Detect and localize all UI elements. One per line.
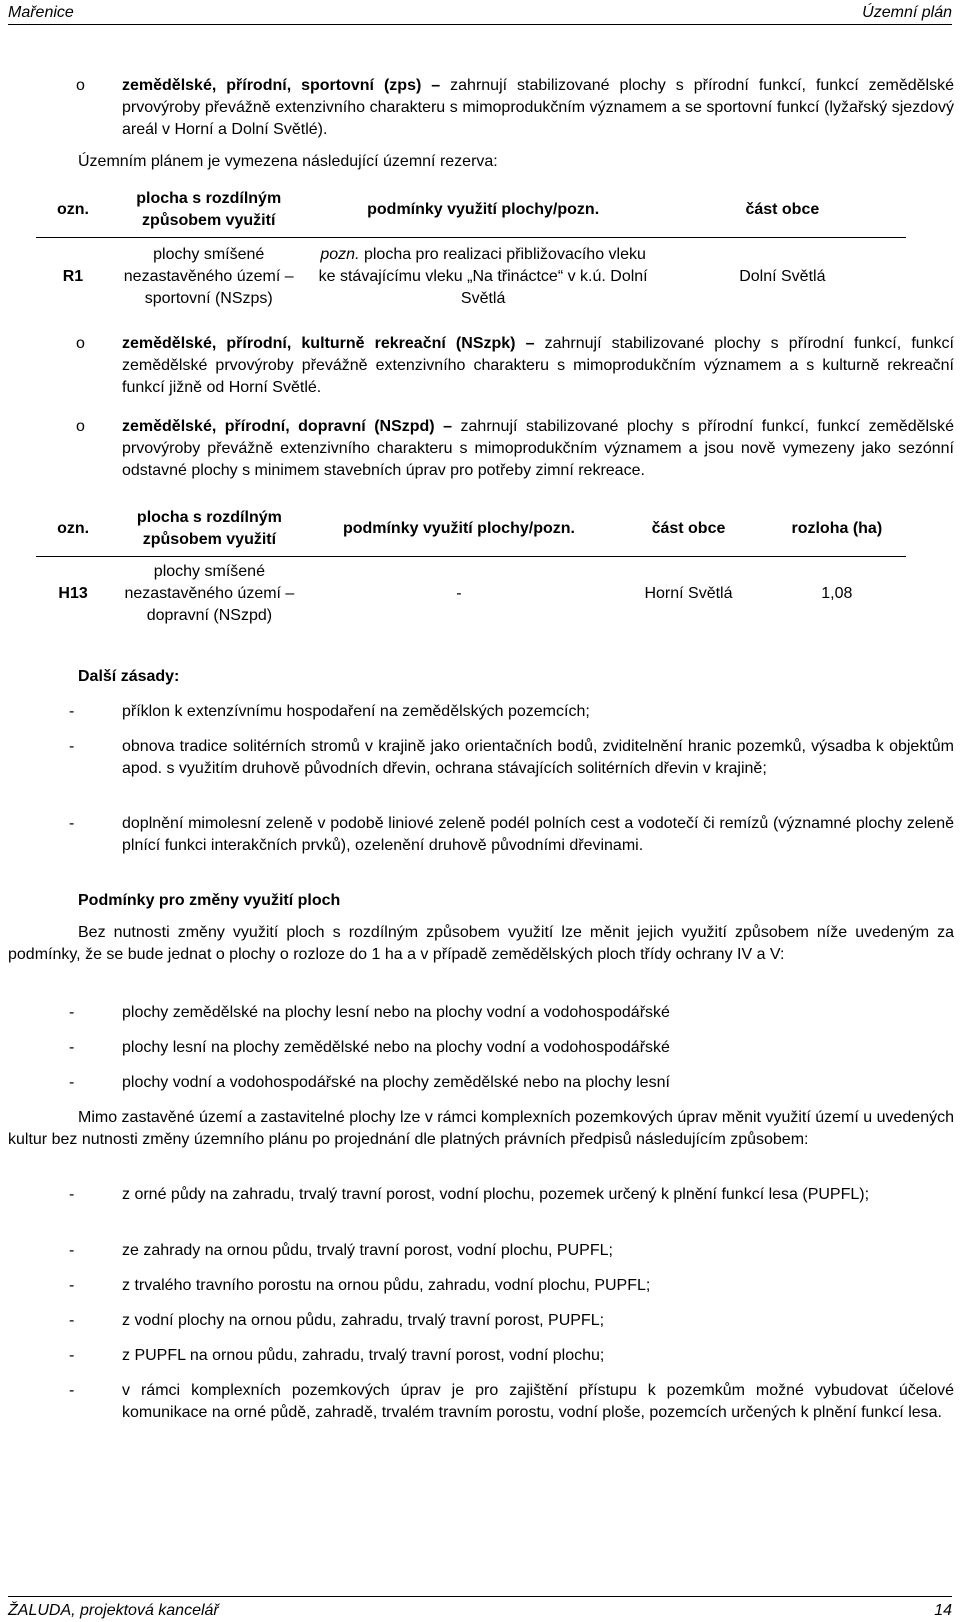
cell-part: Dolní Světlá [739,268,826,286]
footer-company: ŽALUDA, projektová kancelář [8,1602,219,1619]
paragraph-nszpk-bold: zemědělské, přírodní, kulturně rekreační (NSzpk) – [122,335,535,352]
list-item: doplnění mimolesní zeleně v podobě liniové zeleně podél polních cest a vodotečí či remízů (významné plochy zeleně plnící funkci interakčních prvků), ozelenění druhově původními dřevinami. [122,815,954,854]
paragraph-nszpd [122,416,954,482]
dash-marker: - [69,1004,75,1021]
list-item: z trvalého travního porostu na ornou půdu, zahradu, vodní plochu, PUPFL; [122,1277,651,1294]
list-item: příklon k extenzívnímu hospodaření na zemědělských pozemcích; [122,703,590,720]
bullet-marker: o [76,335,85,352]
cell-conditions-text: plocha pro realizaci přibližovacího vleku ke stávajícímu vleku „Na třináctce“ v k.ú. Dolní Světlá [318,246,648,308]
bullet-marker: o [76,77,85,94]
changes-intro: Bez nutnosti změny využití ploch s rozdílným způsobem využití lze měnit jejich využití způsobem níže uvedeným za podmínky, že se bude jednat o plochy o rozloze do 1 ha a v případě zemědělských ploch třídy ochrany IV a V: [8,924,954,963]
list-item: z orné půdy na zahradu, trvalý travní porost, vodní plochu, pozemek určený k plnění funkcí lesa (PUPFL); [122,1186,870,1203]
dash-marker: - [69,703,75,720]
col-header-conditions: podmínky využití plochy/pozn. [367,201,600,219]
header-title-left: Mařenice [8,4,74,21]
list-item: obnova tradice solitérních stromů v krajině jako orientačních bodů, zviditelnění hranic pozemků, výsadba k objektům apod. s využitím druhově původních dřevin, ochrana stávajících solitérních dřevin v krajině; [122,738,954,777]
list-item: z vodní plochy na ornou půdu, zahradu, trvalý travní porost, PUPFL; [122,1312,605,1329]
cell-conditions [308,237,659,317]
cell-area: plochy smíšené nezastavěného území – dopravní (NSzpd) [124,563,295,625]
dash-marker: - [69,1186,75,1203]
dash-marker: - [69,1312,75,1329]
col-header-part: část obce [651,520,726,538]
page-number: 14 [934,1602,952,1619]
cell-code: H13 [58,585,88,603]
col-header-area: plocha s rozdílným způsobem využití [136,509,282,549]
col-header-code: ozn. [56,201,89,219]
col-header-size: rozloha (ha) [791,520,883,538]
col-header-area: plocha s rozdílným způsobem využití [136,190,282,230]
table-row [36,237,906,317]
cell-size: 1,08 [821,585,853,603]
list-item: plochy vodní a vodohospodářské na plochy zemědělské nebo na plochy lesní [122,1074,670,1091]
table-header-row [36,184,906,237]
list-item: ze zahrady na ornou půdu, trvalý travní porost, vodní plochu, PUPFL; [122,1242,613,1259]
page-footer [8,1596,952,1621]
dash-marker: - [69,738,75,755]
col-header-conditions: podmínky využití plochy/pozn. [342,520,575,538]
dash-marker: - [69,1277,75,1294]
paragraph-zps-text: zahrnují stabilizované plochy s přírodní funkcí, funkcí zemědělské prvovýroby převážně extenzivního charakteru s mimoprodukčním významem a se sportovní funkcí (lyžařský sjezdový areál v Horní a Dolní Světlé). [122,77,954,138]
area-table [36,503,906,632]
changes-intro-2: Mimo zastavěné území a zastavitelné plochy lze v rámci komplexních pozemkových úprav měnit využití území u uvedených kultur bez nutnosti změny územního plánu po projednání dle platných právních předpisů následujícím způsobem: [8,1109,954,1148]
col-header-part: část obce [745,201,820,219]
table-row [36,556,906,632]
cell-conditions: - [456,585,462,603]
header-title-right: Územní plán [862,4,952,21]
dash-marker: - [69,1382,75,1399]
cell-code: R1 [62,268,84,286]
paragraph-nszpd-text: zahrnují stabilizované plochy s přírodní funkcí, funkcí zemědělské prvovýroby převážně extenzivního charakteru s mimoprodukčním významem a jsou nově vymezeny jako sezónní odstavné plochy s minimem stavebních úprav pro potřeby zimní rekreace. [122,418,954,479]
dash-marker: - [69,1039,75,1056]
further-principles-heading: Další zásady: [78,668,180,685]
list-item: z PUPFL na ornou půdu, zahradu, trvalý travní porost, vodní plochu; [122,1347,605,1364]
col-header-code: ozn. [57,520,90,538]
list-item: plochy zemědělské na plochy lesní nebo na plochy vodní a vodohospodářské [122,1004,670,1021]
paragraph-nszpd-bold: zemědělské, přírodní, dopravní (NSzpd) – [122,418,453,435]
dash-marker: - [69,1074,75,1091]
dash-marker: - [69,1347,75,1364]
cell-conditions-note: pozn. [320,246,360,264]
dash-marker: - [69,815,75,832]
reserve-table [36,184,906,317]
cell-area: plochy smíšené nezastavěného území – sportovní (NSzps) [123,246,294,308]
paragraph-nszpk-text: zahrnují stabilizované plochy s přírodní funkcí, funkcí zemědělské prvovýroby převážně extenzivního charakteru s mimoprodukčním významem a s kulturně rekreační funkcí jižně od Horní Světlé. [122,335,955,396]
changes-heading: Podmínky pro změny využití ploch [78,892,341,909]
list-item: plochy lesní na plochy zemědělské nebo na plochy vodní a vodohospodářské [122,1039,670,1056]
bullet-marker: o [76,418,85,435]
table-header-row [36,503,906,556]
cell-part: Horní Světlá [644,585,733,603]
paragraph-zps [122,75,954,141]
dash-marker: - [69,1242,75,1259]
paragraph-zps-bold: zemědělské, přírodní, sportovní (zps) – [122,77,441,94]
paragraph-nszpk [122,333,954,399]
list-item: v rámci komplexních pozemkových úprav je pro zajištění přístupu k pozemkům možné vybudovat účelové komunikace na orné půdě, zahradě, trvalém travním porostu, vodní ploše, pozemcích určených k plnění funkcí lesa. [122,1382,954,1421]
reserve-intro: Územním plánem je vymezena následující územní rezerva: [78,153,498,170]
page-header [8,0,952,25]
